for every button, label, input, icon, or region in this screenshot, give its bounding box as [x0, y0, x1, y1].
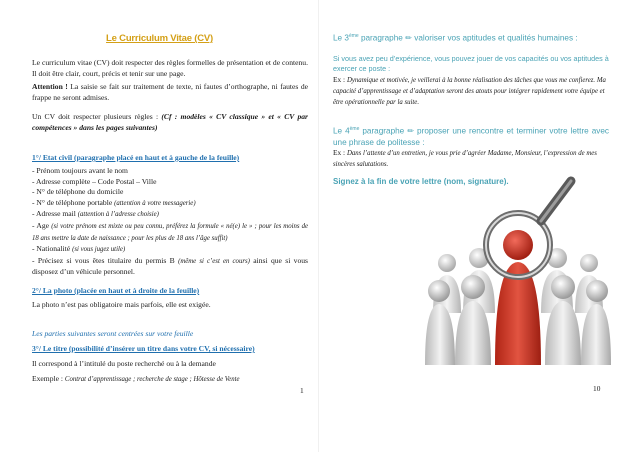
section-2-title: 2°/ La photo (placée en haut et à droite de la feuille) [32, 286, 200, 295]
list-item: - N° de téléphone portable (attention à votre messagerie) [32, 197, 196, 207]
section-3-title: 3°/ Le titre (possibilité d’insérer un titre dans votre CV, si nécessaire) [32, 344, 255, 353]
list-item: - Adresse mail (attention à l’adresse choisie) [32, 209, 159, 219]
signature-instruction: Signez à la fin de votre lettre (nom, signature). [333, 177, 509, 186]
list-item: - Age (si votre prénom est mixte ou peu connu, préférez la formule « né(e) le » ; pour les moins de 18 ans mettre la date de naissance ; pour les plus de 18 ans l’âge suffit) [32, 220, 308, 242]
intro-paragraph: Le curriculum vitae (CV) doit respecter des règles formelles de présentation et de contenu. Il doit être clair, court, précis et tenir sur une page. [32, 58, 308, 78]
centered-note: Les parties suivantes seront centrées sur votre feuille [32, 329, 194, 338]
paragraph-3-example: Ex : Dynamique et motivée, je veillerai à la bonne réalisation des tâches que vous me confierez. Ma capacité d’apprentissage et d’adaptation seront des atouts pour intégrer rapidement votre équipe et être opérationnelle par la suite. [333, 75, 606, 107]
list-item: - Prénom toujours avant le nom [32, 166, 128, 175]
paragraph-4-heading: Le 4ème paragraphe ✏ proposer une rencontre et terminer votre lettre avec une phrase de politesse : [333, 126, 609, 147]
recruitment-illustration [425, 163, 611, 365]
section-1-title: 1°/ Etat civil (paragraphe placé en haut et à gauche de la feuille) [32, 153, 240, 162]
attention-text: La saisie se fait sur traitement de texte, ni fautes d’orthographe, ni fautes de frappe ne seront admises. [32, 82, 308, 102]
rules-paragraph [32, 112, 308, 133]
page-title: Le Curriculum Vitae (CV) [106, 33, 213, 44]
attention-label: Attention ! [32, 82, 68, 91]
section-1-list [32, 166, 308, 278]
selected-person-icon [495, 230, 541, 365]
section-3-text: Il correspond à l’intitulé du poste recherché ou à la demande [32, 359, 216, 368]
page-number: 1 [300, 386, 304, 395]
page-number: 10 [593, 384, 601, 393]
attention-paragraph [32, 82, 308, 103]
right-page [319, 0, 638, 452]
rules-models: (Cf : modèles « CV classique » et « CV par compétences » dans les pages suivantes) [32, 112, 308, 132]
paragraph-3-heading: Le 3ème paragraphe ✏ valoriser vos aptitudes et qualités humaines : [333, 33, 578, 43]
rules-text: Un CV doit respecter plusieurs règles : [32, 112, 162, 121]
list-item: - N° de téléphone du domicile [32, 187, 124, 197]
list-item: - Nationalité (si vous jugez utile) [32, 244, 126, 254]
section-3-example: Exemple : Contrat d’apprentissage ; recherche de stage ; Hôtesse de Vente [32, 374, 240, 383]
list-item: - Adresse complète – Code Postal – Ville [32, 176, 157, 186]
section-2-text: La photo n’est pas obligatoire mais parfois, elle est exigée. [32, 300, 211, 309]
list-item: - Précisez si vous êtes titulaire du permis B (même si c’est en cours) ainsi que si vous disposez d’un véhicule personnel. [32, 255, 309, 277]
paragraph-4-example: Ex : Dans l’attente d’un entretien, je vous prie d’agréer Madame, Monsieur, l’expression de mes sincères salutations. [333, 148, 597, 169]
paragraph-3-intro: Si vous avez peu d’expérience, vous pouvez jouer de vos capacités ou vos aptitudes à exercer ce poste : [333, 54, 609, 73]
